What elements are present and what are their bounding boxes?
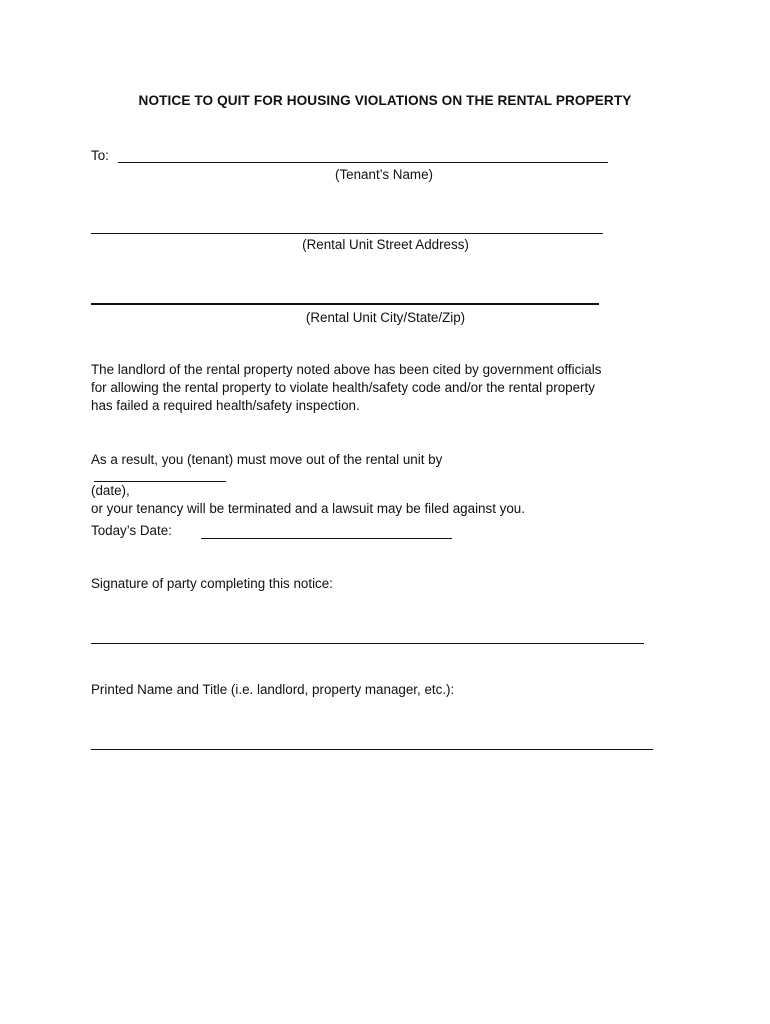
printed-name-label: Printed Name and Title (i.e. landlord, property manager, etc.): bbox=[91, 682, 455, 697]
tenant-name-caption: (Tenant’s Name) bbox=[335, 167, 433, 182]
todays-date-label: Today’s Date: bbox=[91, 523, 172, 538]
page-title: NOTICE TO QUIT FOR HOUSING VIOLATIONS ON THE RENTAL PROPERTY bbox=[138, 93, 632, 108]
street-address-field[interactable] bbox=[91, 233, 603, 234]
tenant-name-field[interactable] bbox=[118, 162, 608, 163]
signature-field[interactable] bbox=[91, 643, 644, 644]
to-label: To: bbox=[91, 148, 109, 163]
printed-name-field[interactable] bbox=[91, 749, 653, 750]
city-state-zip-caption: (Rental Unit City/State/Zip) bbox=[305, 310, 466, 325]
violation-paragraph-line: has failed a required health/safety inspection. bbox=[91, 398, 360, 413]
move-out-line-2: or your tenancy will be terminated and a lawsuit may be filed against you. bbox=[91, 501, 525, 516]
signature-label: Signature of party completing this notice: bbox=[91, 576, 333, 591]
move-out-text-after: (date), bbox=[91, 483, 130, 498]
move-out-paragraph bbox=[91, 451, 691, 518]
street-address-caption: (Rental Unit Street Address) bbox=[302, 237, 469, 252]
todays-date-field[interactable] bbox=[201, 538, 452, 539]
city-state-zip-field[interactable] bbox=[91, 303, 599, 305]
move-out-text-before: As a result, you (tenant) must move out of the rental unit by bbox=[91, 452, 443, 467]
move-out-date-field[interactable] bbox=[94, 469, 226, 482]
violation-paragraph bbox=[91, 361, 691, 415]
move-out-line-1 bbox=[91, 451, 691, 500]
violation-paragraph-line: for allowing the rental property to violate health/safety code and/or the rental property bbox=[91, 380, 595, 395]
violation-paragraph-line: The landlord of the rental property noted above has been cited by government officials bbox=[91, 362, 602, 377]
